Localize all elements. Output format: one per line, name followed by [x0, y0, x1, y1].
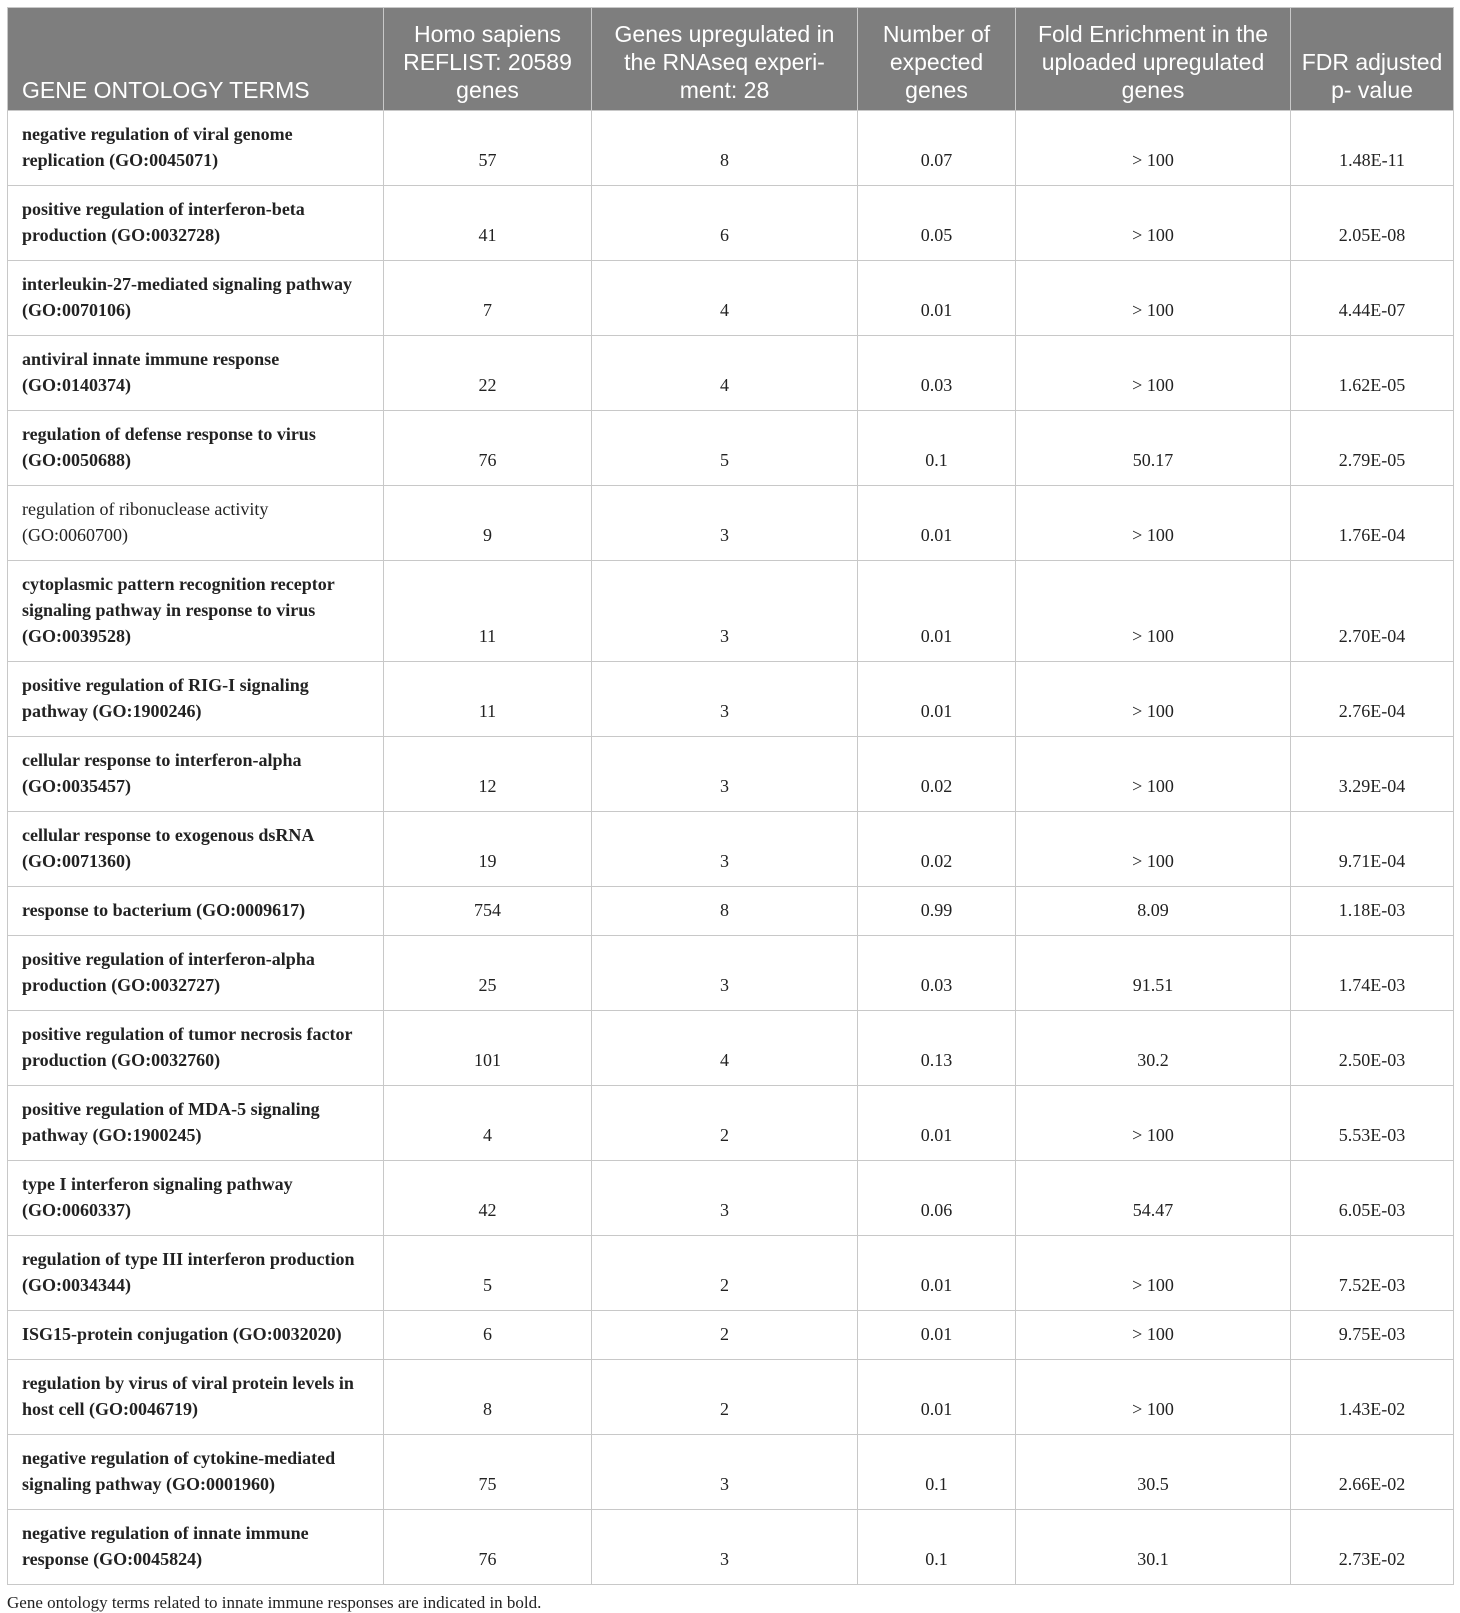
- cell-fdr: 2.79E-05: [1291, 411, 1454, 486]
- table-row: [8, 486, 1454, 561]
- header-row: [8, 8, 1454, 111]
- go-enrichment-table: [7, 7, 1454, 1585]
- cell-reflist: 6: [384, 1311, 592, 1360]
- cell-upregulated: 2: [592, 1311, 858, 1360]
- cell-expected: 0.01: [858, 662, 1016, 737]
- cell-reflist: 76: [384, 411, 592, 486]
- cell-fold-enrichment: > 100: [1016, 261, 1291, 336]
- table-row: [8, 737, 1454, 812]
- header-upregulated: Genes upregulated in the RNAseq experi-ment: 28: [592, 8, 858, 111]
- table-row: [8, 261, 1454, 336]
- cell-fold-enrichment: 30.1: [1016, 1510, 1291, 1585]
- cell-fdr: 3.29E-04: [1291, 737, 1454, 812]
- table-row: [8, 936, 1454, 1011]
- cell-term: regulation of defense response to virus (GO:0050688): [8, 411, 384, 486]
- cell-reflist: 76: [384, 1510, 592, 1585]
- table-row: [8, 1435, 1454, 1510]
- cell-fdr: 2.73E-02: [1291, 1510, 1454, 1585]
- cell-fdr: 4.44E-07: [1291, 261, 1454, 336]
- cell-fdr: 1.74E-03: [1291, 936, 1454, 1011]
- cell-reflist: 754: [384, 887, 592, 936]
- table-row: [8, 1311, 1454, 1360]
- cell-reflist: 25: [384, 936, 592, 1011]
- cell-fold-enrichment: 8.09: [1016, 887, 1291, 936]
- table-row: [8, 1011, 1454, 1086]
- cell-reflist: 11: [384, 561, 592, 662]
- cell-fdr: 5.53E-03: [1291, 1086, 1454, 1161]
- cell-expected: 0.99: [858, 887, 1016, 936]
- cell-expected: 0.07: [858, 111, 1016, 186]
- cell-fold-enrichment: > 100: [1016, 561, 1291, 662]
- cell-upregulated: 2: [592, 1086, 858, 1161]
- cell-fold-enrichment: > 100: [1016, 111, 1291, 186]
- cell-term: cellular response to exogenous dsRNA (GO:0071360): [8, 812, 384, 887]
- header-fdr: FDR adjusted p- value: [1291, 8, 1454, 111]
- table-row: [8, 1086, 1454, 1161]
- header-reflist: Homo sapiens REFLIST: 20589 genes: [384, 8, 592, 111]
- cell-fold-enrichment: > 100: [1016, 1086, 1291, 1161]
- cell-fold-enrichment: 30.5: [1016, 1435, 1291, 1510]
- cell-term: negative regulation of innate immune response (GO:0045824): [8, 1510, 384, 1585]
- table-row: [8, 186, 1454, 261]
- cell-expected: 0.01: [858, 561, 1016, 662]
- cell-fold-enrichment: 91.51: [1016, 936, 1291, 1011]
- cell-term: regulation of ribonuclease activity (GO:0060700): [8, 486, 384, 561]
- table-row: [8, 336, 1454, 411]
- cell-fold-enrichment: 30.2: [1016, 1011, 1291, 1086]
- cell-fdr: 6.05E-03: [1291, 1161, 1454, 1236]
- cell-reflist: 5: [384, 1236, 592, 1311]
- table-row: [8, 887, 1454, 936]
- table-row: [8, 1236, 1454, 1311]
- cell-reflist: 75: [384, 1435, 592, 1510]
- table-row: [8, 1161, 1454, 1236]
- table-row: [8, 1510, 1454, 1585]
- cell-expected: 0.06: [858, 1161, 1016, 1236]
- cell-term: positive regulation of RIG-I signaling pathway (GO:1900246): [8, 662, 384, 737]
- cell-upregulated: 4: [592, 261, 858, 336]
- cell-term: cytoplasmic pattern recognition receptor signaling pathway in response to virus (GO:0039528): [8, 561, 384, 662]
- cell-fdr: 9.75E-03: [1291, 1311, 1454, 1360]
- cell-fold-enrichment: > 100: [1016, 662, 1291, 737]
- cell-expected: 0.02: [858, 812, 1016, 887]
- go-enrichment-table-container: [7, 7, 1453, 1613]
- cell-fold-enrichment: > 100: [1016, 1311, 1291, 1360]
- cell-expected: 0.01: [858, 486, 1016, 561]
- cell-term: ISG15-protein conjugation (GO:0032020): [8, 1311, 384, 1360]
- cell-term: positive regulation of interferon-alpha production (GO:0032727): [8, 936, 384, 1011]
- cell-expected: 0.01: [858, 1236, 1016, 1311]
- cell-term: cellular response to interferon-alpha (GO:0035457): [8, 737, 384, 812]
- cell-reflist: 42: [384, 1161, 592, 1236]
- cell-term: positive regulation of interferon-beta production (GO:0032728): [8, 186, 384, 261]
- cell-upregulated: 8: [592, 887, 858, 936]
- cell-fdr: 1.62E-05: [1291, 336, 1454, 411]
- cell-expected: 0.1: [858, 411, 1016, 486]
- cell-upregulated: 3: [592, 936, 858, 1011]
- cell-term: type I interferon signaling pathway (GO:0060337): [8, 1161, 384, 1236]
- cell-reflist: 57: [384, 111, 592, 186]
- header-fold-enrichment: Fold Enrichment in the uploaded upregulated genes: [1016, 8, 1291, 111]
- cell-term: regulation of type III interferon production (GO:0034344): [8, 1236, 384, 1311]
- cell-term: interleukin-27-mediated signaling pathway (GO:0070106): [8, 261, 384, 336]
- cell-term: negative regulation of viral genome replication (GO:0045071): [8, 111, 384, 186]
- cell-fdr: 2.76E-04: [1291, 662, 1454, 737]
- header-go-terms: GENE ONTOLOGY TERMS: [8, 8, 384, 111]
- cell-expected: 0.01: [858, 1360, 1016, 1435]
- cell-fold-enrichment: 54.47: [1016, 1161, 1291, 1236]
- table-row: [8, 1360, 1454, 1435]
- cell-reflist: 41: [384, 186, 592, 261]
- cell-fold-enrichment: > 100: [1016, 1360, 1291, 1435]
- cell-fdr: 9.71E-04: [1291, 812, 1454, 887]
- cell-term: positive regulation of tumor necrosis factor production (GO:0032760): [8, 1011, 384, 1086]
- cell-upregulated: 3: [592, 486, 858, 561]
- cell-fold-enrichment: > 100: [1016, 186, 1291, 261]
- cell-reflist: 9: [384, 486, 592, 561]
- cell-expected: 0.03: [858, 336, 1016, 411]
- cell-term: negative regulation of cytokine-mediated signaling pathway (GO:0001960): [8, 1435, 384, 1510]
- table-row: [8, 662, 1454, 737]
- cell-upregulated: 4: [592, 336, 858, 411]
- table-body: [8, 111, 1454, 1585]
- table-row: [8, 111, 1454, 186]
- cell-fdr: 7.52E-03: [1291, 1236, 1454, 1311]
- cell-reflist: 22: [384, 336, 592, 411]
- cell-expected: 0.03: [858, 936, 1016, 1011]
- cell-fold-enrichment: > 100: [1016, 737, 1291, 812]
- cell-expected: 0.02: [858, 737, 1016, 812]
- cell-fdr: 1.43E-02: [1291, 1360, 1454, 1435]
- cell-fdr: 1.76E-04: [1291, 486, 1454, 561]
- cell-reflist: 7: [384, 261, 592, 336]
- cell-upregulated: 2: [592, 1236, 858, 1311]
- cell-reflist: 101: [384, 1011, 592, 1086]
- cell-term: response to bacterium (GO:0009617): [8, 887, 384, 936]
- table-header: [8, 8, 1454, 111]
- cell-reflist: 8: [384, 1360, 592, 1435]
- cell-expected: 0.01: [858, 1086, 1016, 1161]
- cell-fdr: 2.05E-08: [1291, 186, 1454, 261]
- cell-upregulated: 8: [592, 111, 858, 186]
- cell-upregulated: 6: [592, 186, 858, 261]
- cell-expected: 0.1: [858, 1510, 1016, 1585]
- table-row: [8, 561, 1454, 662]
- cell-upregulated: 3: [592, 561, 858, 662]
- cell-reflist: 11: [384, 662, 592, 737]
- cell-term: positive regulation of MDA-5 signaling pathway (GO:1900245): [8, 1086, 384, 1161]
- cell-fdr: 1.48E-11: [1291, 111, 1454, 186]
- cell-expected: 0.13: [858, 1011, 1016, 1086]
- cell-fold-enrichment: > 100: [1016, 812, 1291, 887]
- cell-upregulated: 5: [592, 411, 858, 486]
- cell-fdr: 1.18E-03: [1291, 887, 1454, 936]
- cell-upregulated: 3: [592, 812, 858, 887]
- cell-upregulated: 2: [592, 1360, 858, 1435]
- cell-expected: 0.01: [858, 261, 1016, 336]
- cell-reflist: 4: [384, 1086, 592, 1161]
- cell-expected: 0.05: [858, 186, 1016, 261]
- table-footnote: Gene ontology terms related to innate immune responses are indicated in bold.: [7, 1593, 542, 1612]
- table-row: [8, 812, 1454, 887]
- cell-upregulated: 3: [592, 737, 858, 812]
- cell-fold-enrichment: > 100: [1016, 486, 1291, 561]
- cell-expected: 0.1: [858, 1435, 1016, 1510]
- cell-term: regulation by virus of viral protein levels in host cell (GO:0046719): [8, 1360, 384, 1435]
- cell-fdr: 2.66E-02: [1291, 1435, 1454, 1510]
- cell-upregulated: 3: [592, 1435, 858, 1510]
- cell-reflist: 19: [384, 812, 592, 887]
- cell-reflist: 12: [384, 737, 592, 812]
- cell-upregulated: 3: [592, 1161, 858, 1236]
- cell-fold-enrichment: > 100: [1016, 336, 1291, 411]
- header-expected: Number of expected genes: [858, 8, 1016, 111]
- cell-upregulated: 4: [592, 1011, 858, 1086]
- cell-fdr: 2.50E-03: [1291, 1011, 1454, 1086]
- cell-fold-enrichment: > 100: [1016, 1236, 1291, 1311]
- table-row: [8, 411, 1454, 486]
- cell-upregulated: 3: [592, 662, 858, 737]
- cell-fdr: 2.70E-04: [1291, 561, 1454, 662]
- cell-term: antiviral innate immune response (GO:0140374): [8, 336, 384, 411]
- cell-upregulated: 3: [592, 1510, 858, 1585]
- cell-fold-enrichment: 50.17: [1016, 411, 1291, 486]
- cell-expected: 0.01: [858, 1311, 1016, 1360]
